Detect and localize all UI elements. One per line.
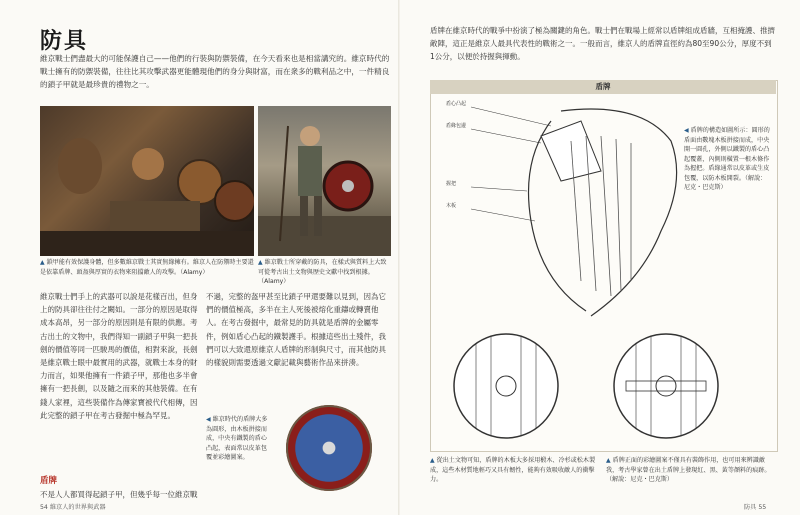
label-planks: 木板 bbox=[446, 203, 457, 209]
diagram-title: 盾牌 bbox=[430, 80, 776, 94]
caption-text: 從出土文物可知，盾牌的木板大多採用椴木、冷杉或松木製成，這些木材質地輕巧又具有韌性，能夠有效吸收敵人的衝擊力。 bbox=[430, 457, 596, 483]
label-rim: 盾緣包邊 bbox=[446, 123, 467, 129]
body-column-1: 維京戰士們手上的武器可以說是花樣百出，但身上的防具卻往往付之闕如。一部分的原因是取得成本高昂，另一部分的原因則是有限的供應。考古出土的文物中，我們得知一副鎖子甲與一把長劍的價值等同一匹駿馬的價值，相對來說，長劍是維京戰士眼中最實用的武器，就戰士本身的財力而言，如果他擁有一件鎖子甲，那他也多半會擁有一把長劍，以及隨之而來的其他裝備。在有錢人家裡，這些裝備作為傳家寶被代代相傳，因此完整的鎖子甲在考古發掘中極為罕見。 bbox=[40, 292, 198, 420]
label-boss: 盾心凸起 bbox=[446, 101, 467, 107]
caption-shield bbox=[206, 415, 270, 475]
triangle-icon: ◀ bbox=[206, 416, 211, 423]
page-folio-left: 54 維京人的世界與武器 bbox=[40, 504, 106, 511]
caption-shield-paint bbox=[606, 456, 776, 502]
triangle-icon: ▲ bbox=[40, 259, 45, 266]
battle-scene-illustration bbox=[40, 106, 254, 256]
triangle-icon: ▲ bbox=[606, 457, 611, 464]
caption-battle-scene bbox=[40, 258, 254, 277]
triangle-icon: ▲ bbox=[430, 457, 435, 464]
caption-warrior bbox=[258, 258, 391, 287]
caption-text: 鎖甲能有效保護身體，但多數維京戰士其實無緣擁有。維京人在防禦時主要還是依靠盾牌、頭盔與厚實的衣物來阻擋敵人的攻擊。（Alamy） bbox=[40, 259, 254, 276]
painted-shield-image bbox=[286, 405, 372, 491]
triangle-icon: ◀ bbox=[684, 127, 689, 134]
triangle-icon: ▲ bbox=[258, 259, 263, 266]
caption-text: 盾牌正面的彩繪圖案不僅具有裝飾作用，也可用來辨識敵我，考古學家曾在出土盾牌上發現紅、黑、黃等顏料的痕跡。（解說：尼克・巴克斯） bbox=[606, 457, 771, 483]
section-heading: 盾牌 bbox=[40, 476, 58, 486]
page-folio-right: 防具 55 bbox=[744, 504, 767, 511]
caption-text: 維京時代的盾牌大多為圓形，由木板拼接而成，中央有鐵製的盾心凸起，表面常以皮革包覆並彩繪圖案。 bbox=[206, 416, 268, 461]
caption-text: 維京戰士所穿戴的防具，在樣式與質料上大致可從考古出土文物與歷史文獻中找到根據。（Alamy） bbox=[258, 259, 387, 285]
page-title: 防具 bbox=[40, 28, 89, 54]
photo-warrior bbox=[258, 106, 391, 256]
section-text: 不是人人都買得起鎖子甲，但幾乎每一位維京戰 bbox=[40, 490, 198, 499]
diagram-note bbox=[684, 126, 770, 246]
body-column-2: 不過，完整的盔甲甚至比鎖子甲還要難以見到，因為它們的價值極高，多半在主人死後被熔化重鑄或轉賣他人。在考古發掘中，最常見的防具就是盾牌的金屬零件，例如盾心凸起的鐵製護手。根據這些出土殘件，我們可以大致還原維京人盾牌的形制與尺寸，而其他防具的樣貌則需要透過文獻記載與藝術作品來拼湊。 bbox=[206, 292, 386, 368]
photo-battle-scene bbox=[40, 106, 254, 256]
caption-shield-materials bbox=[430, 456, 600, 502]
intro-paragraph: 維京戰士們盡最大的可能保護自己——他們的行裝與防禦裝備，在今天看來也是相當講究的。維京時代的戰士擁有的防禦裝備，往往比其攻擊武器更能體現他們的身分與財富，而在衆多的戰利品之中，一件精良的鎖子甲就是最珍貴的禮物之一。 bbox=[40, 54, 390, 89]
warrior-illustration bbox=[258, 106, 391, 256]
top-paragraph: 盾牌在維京時代的戰爭中扮演了極為關鍵的角色。戰士們在戰場上經常以盾牌組成盾牆，互相掩護、推擠敵陣，這正是維京人最具代表性的戰術之一。一般而言，維京人的盾牌直徑約為80至90公分，厚度不到1公分，以便於持握與揮動。 bbox=[430, 26, 775, 62]
label-grip: 握把 bbox=[446, 181, 457, 187]
caption-text: 盾牌的構造如圖所示：圓形的盾面由數塊木板拼接而成，中央開一圓孔，外側以鐵製的盾心凸起覆蓋，內側則橫置一根木條作為握把。盾緣通常以皮革或生皮包覆，以防木板開裂。（解說：尼克・巴克斯） bbox=[684, 127, 770, 191]
